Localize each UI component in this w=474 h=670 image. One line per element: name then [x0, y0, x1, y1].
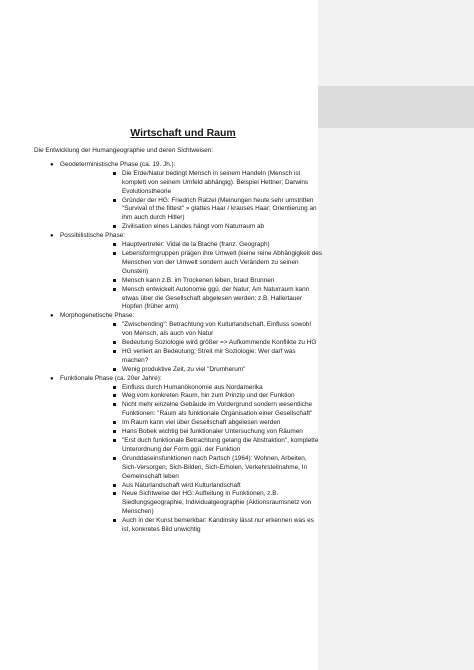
list-item: [60, 250, 324, 277]
list-item-text: Neue Sichtweise der HG: Aufteilung in Funktionen, z.B. Siedlungsgeographie, Individualgeographie (Aktionsraumsnetz von Menschen): [122, 490, 312, 516]
square-bullet-icon: [113, 252, 116, 255]
list-item: [60, 286, 324, 313]
list-item-text: Lebensformgruppen prägen ihre Umwelt (keine reine Abhängigkeit des Menschen von der Umwelt sondern auch Verändern zu seinen Gunsten): [122, 249, 323, 275]
list-item: [60, 490, 324, 517]
list-item: [60, 339, 324, 348]
square-bullet-icon: [113, 386, 116, 389]
list-item-text: "Erst duch funktionale Betrachtung gelang die Abstraktion", komplette Unterordnung der Form ggü. der Funktion: [122, 437, 319, 453]
square-bullet-icon: [113, 288, 116, 291]
phase-heading: Possibilistische Phase:: [60, 232, 126, 240]
list-item: [60, 428, 324, 437]
list-item-text: Auch in der Kunst bemerkbar: Kandinsky lässt nur erkennen was es ist, konkretes Bild unwichtig: [122, 517, 314, 534]
bullet-icon: ●: [50, 161, 54, 168]
list-item: [60, 321, 324, 339]
document-body: [34, 127, 324, 535]
phase-subitems: [60, 241, 324, 312]
bullet-icon: ●: [50, 233, 54, 240]
square-bullet-icon: [113, 484, 116, 487]
phase-subitems: [60, 170, 324, 232]
phase-subitems: [60, 321, 324, 374]
intro-line: Die Entwicklung der Humangeographie und deren Sichtweisen:: [34, 147, 214, 154]
list-item-text: Mensch entwickelt Autonomie ggü. der Natur; Am Naturraum kann etwas über die Gesellschaft abgelesen werden; z.B. Hallertauer Hopfen (früher arm): [122, 285, 310, 311]
list-item-text: Nicht mehr einzelne Gebäude im Vordergrund sondern wesentliche Funktionen: "Raum als funktionale Organisation einer Gesellschaft": [122, 401, 313, 418]
square-bullet-icon: [113, 439, 116, 442]
list-item: [60, 517, 324, 535]
square-bullet-icon: [113, 492, 116, 495]
list-item-text: Im Raum kann viel über Gesellschaft abgelesen werden: [122, 419, 281, 427]
list-item-text: HG verliert an Bedeutung; Streit mir Soziologie: Wer darf was machen?: [122, 347, 296, 364]
square-bullet-icon: [113, 421, 116, 424]
square-bullet-icon: [113, 368, 116, 371]
list-item-text: Mensch kann z.B. im Trockenen leben, braut Brunnen: [122, 276, 275, 284]
phase-heading: Geodeterministische Phase (ca. 19. Jh.):: [60, 160, 176, 168]
square-bullet-icon: [113, 243, 116, 246]
list-item: [60, 437, 324, 455]
list-item: [60, 170, 324, 197]
square-bullet-icon: [113, 394, 116, 397]
phase-heading: Morphogenetische Phase:: [60, 312, 135, 320]
phase-item: [34, 375, 324, 535]
phase-item: [34, 161, 324, 232]
square-bullet-icon: [113, 323, 116, 326]
list-item-text: Bedeutung Soziologie wird größer => Aufkommende Konflikte zu HG: [122, 339, 317, 347]
list-item-text: Zivilisation eines Landes hängt vom Naturraum ab: [122, 223, 265, 231]
bullet-icon: ●: [50, 313, 54, 320]
list-item-text: Wenig produktive Zeit, zu viel "Drumherum": [122, 365, 246, 373]
square-bullet-icon: [113, 430, 116, 433]
comment-bubble[interactable]: [318, 86, 474, 128]
square-bullet-icon: [113, 341, 116, 344]
list-item: [60, 223, 324, 232]
square-bullet-icon: [113, 225, 116, 228]
square-bullet-icon: [113, 199, 116, 202]
phase-item: [34, 232, 324, 312]
list-item: [60, 366, 324, 375]
list-item: [60, 419, 324, 428]
list-item-text: Aus Naturlandschaft wird Kulturlandschaft: [122, 481, 241, 489]
phase-item: [34, 312, 324, 374]
document-title: Wirtschaft und Raum: [130, 127, 236, 139]
list-item: [60, 384, 324, 393]
phase-subitems: [60, 384, 324, 535]
phase-heading: Funktionale Phase (ca. 20er Jahre):: [60, 374, 162, 382]
list-item: [60, 482, 324, 491]
list-item: [60, 277, 324, 286]
square-bullet-icon: [113, 350, 116, 353]
list-item: [60, 241, 324, 250]
list-item: [60, 197, 324, 224]
list-item: [60, 455, 324, 482]
list-item-text: Weg vom konkreten Raum, hin zum Prinzip und der Funktion: [122, 392, 295, 400]
list-item: [60, 392, 324, 401]
list-item-text: "Zwischending": Betrachtung von Kulturlandschaft, Einfluss sowohl von Mensch, als auch von Natur: [122, 321, 311, 338]
square-bullet-icon: [113, 279, 116, 282]
square-bullet-icon: [113, 403, 116, 406]
square-bullet-icon: [113, 519, 116, 522]
list-item-text: Hauptvertreter: Vidal de la Blache (franz. Geograph): [122, 241, 270, 249]
phase-list: [34, 161, 324, 535]
list-item-text: Hans Bobek wichtig bei funktionaler Untersuchung von Räumen: [122, 428, 303, 436]
list-item-text: Gründer der HG: Friedrich Ratzel (Meinungen heute sehr umstritten "Survival of the fittest" » glattes Haar / krauses Haar; Orientierung an ihm auch durch Hitler): [122, 196, 317, 222]
square-bullet-icon: [113, 172, 116, 175]
list-item-text: Die Erde/Natur bedingt Mensch in seinem Handeln (Mensch ist komplett von seinem Umfeld abhängig). Beispiel Hettner; Darwins Evolutionstheorie: [122, 169, 309, 195]
list-item-text: Einfluss durch Humanökonomie aus Nordamerika: [122, 383, 263, 391]
list-item: [60, 348, 324, 366]
bullet-icon: ●: [50, 375, 54, 382]
list-item: [60, 401, 324, 419]
square-bullet-icon: [113, 457, 116, 460]
list-item-text: Grunddaseinsfunktionen nach Partsch (1964): Wohnen, Arbeiten, Sich-Versorgen, Sich-Bilden, Sich-Erholen, Verkehrsteilnahme, In Gemeinschaft leben: [122, 454, 308, 480]
